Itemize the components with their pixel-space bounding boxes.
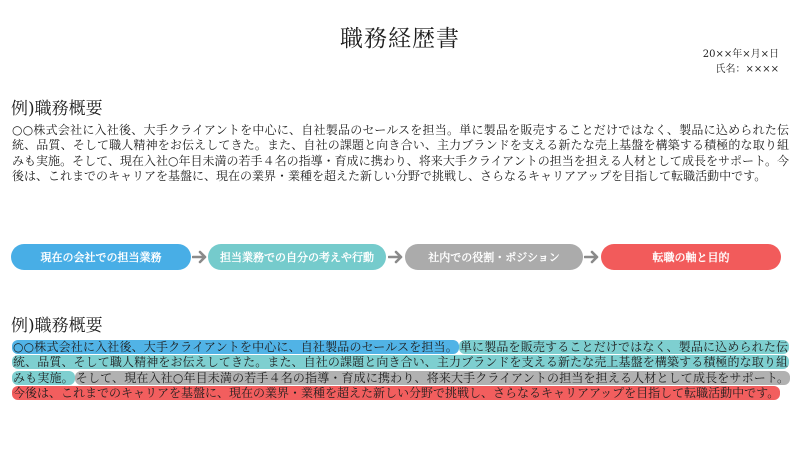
job-summary-paragraph: ○○株式会社に入社後、大手クライアントを中心に、自社製品のセールスを担当。単に製品を販売することだけではなく、製品に込められた伝統、品質、そして職人精神をお伝えしてきた。また、自社の課題と向き合い、主力ブランドを支える新たな売上基盤を構築する積極的な取り組みも実施。そして、現在入社○年目未満の若手４名の指導・育成に携わり、将来大手クライアントの担当を担える人材として成長をサポート。今後は、これまでのキャリアを基盤に、現在の業界・業種を超えた新しい分野で挑戦し、さらなるキャリアアップを目指して転職活動中です。 [12,123,789,184]
highlight-own-thinking: 単に製品を販売することだけではなく、製品に込められた伝統、品質、そして職人精神をお伝えしてきた。また、自社の課題と向き合い、主力ブランドを支える新たな売上基盤を構築する積極的な取り組みも実施。 [13,340,788,385]
chevron-right-icon [388,249,404,265]
annotated-summary-paragraph [12,340,789,402]
section-heading-job-summary: 例)職務概要 [11,99,103,119]
section-heading-job-summary-annotated: 例)職務概要 [11,316,103,336]
document-meta [703,47,779,77]
chevron-right-icon [584,249,600,265]
flow-step-internal-role: 社内での役割・ポジション [405,244,583,270]
structure-flow [11,244,781,270]
chevron-right-icon [192,249,208,265]
document-date: 20××年×月×日 [702,49,779,60]
flow-step-own-thinking: 担当業務での自分の考えや行動 [208,244,386,270]
highlight-current-duties: ○○株式会社に入社後、大手クライアントを中心に、自社製品のセールスを担当。 [13,340,458,354]
highlight-career-goal: 今後は、これまでのキャリアを基盤に、現在の業界・業種を超えた新しい分野で挑戦し、さらなるキャリアアップを目指して転職活動中です。 [13,386,780,401]
highlight-internal-role: そして、現在入社○年目未満の若手４名の指導・育成に携わり、将来大手クライアントの担当を担える人材として成長をサポート。 [75,370,789,385]
author-name: 氏名：×××× [715,64,779,75]
flow-step-current-duties: 現在の会社での担当業務 [11,244,191,270]
flow-step-career-goal: 転職の軸と目的 [601,244,781,270]
document-title: 職務経歴書 [340,26,460,52]
